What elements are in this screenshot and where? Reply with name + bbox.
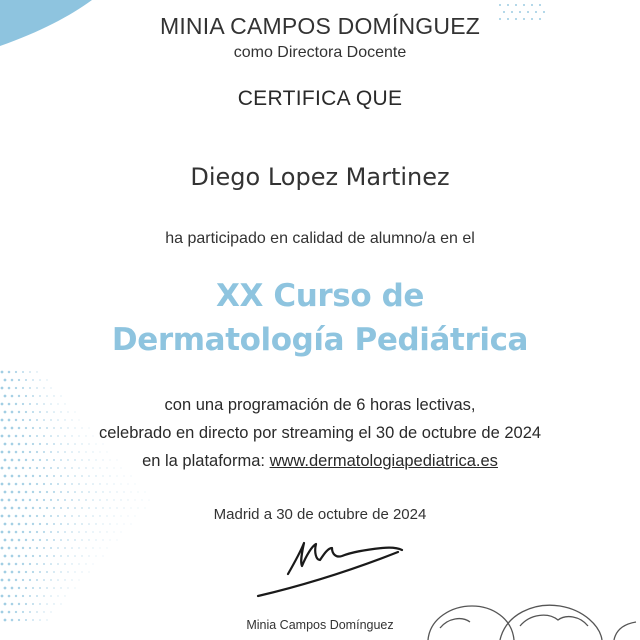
issuer-role: como Directora Docente [233, 44, 407, 61]
place-date: Madrid a 30 de octubre de 2024 [213, 506, 427, 523]
certifies-heading: CERTIFICA QUE [237, 87, 403, 110]
signer-name: Minia Campos Domínguez [246, 618, 394, 632]
details-hours: con una programación de 6 horas lectivas, [164, 396, 476, 414]
course-title-line2: Dermatología Pediátrica [111, 322, 529, 358]
details-streaming: celebrado en directo por streaming el 30 de octubre de 2024 [98, 424, 542, 442]
platform-link[interactable]: www.dermatologiapediatrica.es [269, 452, 498, 470]
participation-text: ha participado en calidad de alumno/a en el [165, 230, 475, 247]
platform-prefix: en la plataforma: [142, 452, 270, 470]
issuer-name: MINIA CAMPOS DOMÍNGUEZ [159, 13, 481, 39]
handwritten-signature-icon [242, 530, 412, 605]
details-platform [0, 452, 640, 471]
course-title-line1: XX Curso de [215, 278, 425, 314]
recipient-name: Diego Lopez Martinez [190, 163, 450, 191]
